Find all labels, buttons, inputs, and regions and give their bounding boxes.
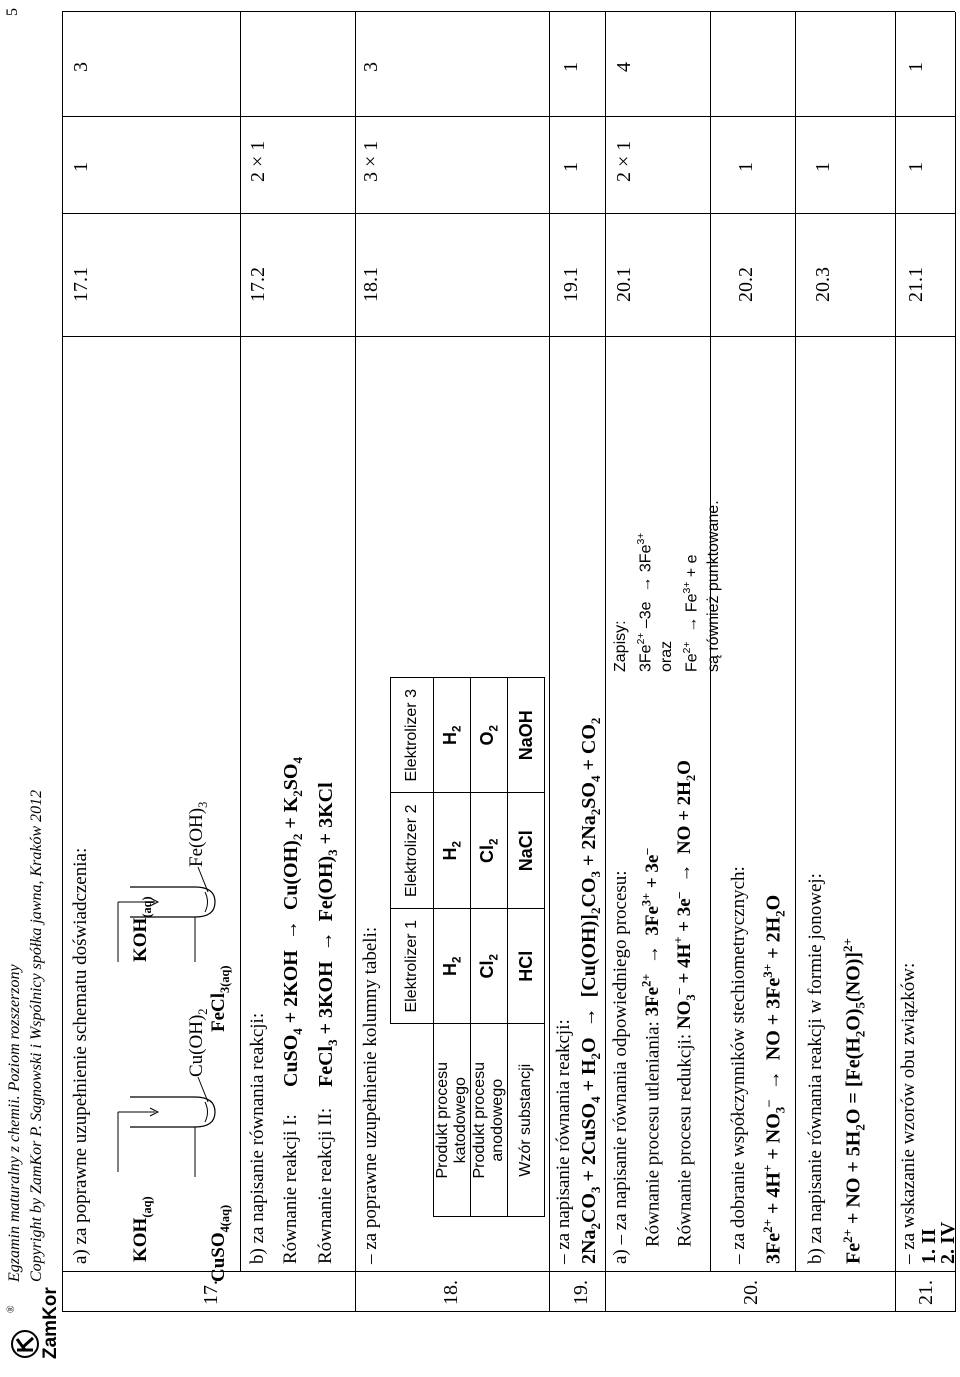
row-label-cathode: Produkt procesu katodowego	[434, 1024, 471, 1217]
row-sep-20stoich-20b	[795, 12, 796, 1272]
header-copyright: Copyright by ZamKor P. Sagnowski i Wspólnicy spółka jawna, Kraków 2012	[28, 789, 45, 1282]
task-20-stoich-equation: $3Fe^{2+} + 4H^+ + NO_3^-$ → NO + $3Fe^{3+} + 2H_2O$	[760, 894, 788, 1264]
task-19-ref: 19.1	[560, 267, 582, 302]
table-right-border	[62, 11, 955, 12]
oxidation-label: Równanie procesu utleniania:	[642, 1021, 664, 1247]
row-sep-18-19	[549, 12, 550, 1312]
cell-substance-2: NaCl	[508, 793, 545, 909]
header-electrolizer-1: Elektrolizer 1	[391, 909, 434, 1025]
eq1-equation: CuSO$_4$ + $2KOH \to Cu(OH)_2 + K_2SO_4$	[280, 757, 305, 1087]
cell-cathode-2: $H_2$	[434, 793, 471, 909]
cell-anode-3: $O_2$	[471, 678, 508, 794]
task-17-total: 3	[70, 62, 92, 72]
row-sep-20-21	[895, 12, 896, 1312]
row-label-substance: Wzór substancji	[508, 1024, 545, 1217]
task-17b-label: b) za napisanie równania reakcji:	[247, 1012, 268, 1264]
task-21-number: 21.	[915, 1280, 937, 1305]
eq1-label: Równanie reakcji I:	[280, 1114, 301, 1264]
task-20a-ref: 20.1	[613, 267, 635, 302]
task-17b-ref: 17.2	[247, 267, 269, 302]
table-left-border	[62, 1311, 955, 1312]
electrolysis-table-body	[390, 677, 540, 1217]
alt-note-2: $Fe^{2+} \to Fe^{3+} + e$	[682, 554, 701, 672]
alt-notes	[610, 500, 724, 672]
header-title: Egzamin maturalny z chemii. Poziom rozszerzony	[6, 964, 23, 1282]
task-20b-points: 1	[812, 162, 834, 172]
col-sep-points	[62, 213, 955, 214]
task-18-ref: 18.1	[360, 267, 382, 302]
task-18-total: 3	[360, 62, 382, 72]
task-18-label: – za poprawne uzupełnienie kolumny tabeli:	[360, 926, 381, 1264]
cell-anode-1: $Cl_2$	[471, 909, 508, 1025]
cell-substance-3: NaOH	[508, 678, 545, 794]
task-19-total: 1	[560, 62, 582, 72]
task-21-points: 1	[905, 162, 927, 172]
registered-icon: ®	[6, 1305, 17, 1313]
oxidation-row: Równanie procesu utleniania: $3Fe^{2+} \to 3Fe^{3+} + 3e^-$	[640, 848, 664, 1247]
reduction-label: Równanie procesu redukcji:	[674, 1033, 696, 1247]
row-label-anode: Produkt procesu anodowego	[471, 1024, 508, 1217]
eq2-equation: FeCl$_3$ + $3KOH \to Fe(OH)_3 + 3KCl$	[315, 782, 340, 1087]
precipitate-right-label: $Fe(OH)_3$	[186, 801, 210, 867]
row-sep-17-18	[355, 12, 356, 1312]
task-21-answer-2: 2. IV	[937, 1221, 959, 1264]
task-20-number: 20.	[740, 1280, 762, 1305]
task-20-stoich-ref: 20.2	[735, 267, 757, 302]
task-21-ref: 21.1	[905, 267, 927, 302]
cell-anode-2: $Cl_2$	[471, 793, 508, 909]
task-20b-equation: $Fe^{2+}$ + NO + $5H_2O = [Fe(H_2O)_5(NO)]^{2+}$	[840, 938, 868, 1264]
task-20b-ref: 20.3	[812, 267, 834, 302]
task-20a-label: a) – za napisanie równania odpowiedniego procesu:	[610, 870, 631, 1264]
page-number: 5	[4, 8, 21, 16]
header-electrolizer-3: Elektrolizer 3	[391, 678, 434, 794]
solution-left-label: CuSO$_{4(aq)}$	[208, 1204, 232, 1282]
zamkor-logo	[8, 1307, 42, 1367]
alt-notes-also: są również punktowane.	[704, 500, 722, 672]
cell-cathode-3: $H_2$	[434, 678, 471, 794]
reduction-row: Równanie procesu redukcji: $NO_3^- + 4H^+ + 3e^-$ → NO + $2H_2O$	[672, 760, 699, 1247]
task-20a-points: 2 × 1	[613, 140, 635, 182]
reagent-right-label: $KOH_{(aq)}$	[130, 896, 154, 962]
eq2-label: Równanie reakcji II:	[315, 1107, 336, 1264]
reagent-left-label: $KOH_{(aq)}$	[130, 1196, 154, 1262]
task-21-answer-1: 1. II	[918, 1228, 940, 1264]
task-21-label: – za wskazanie wzorów obu związków:	[898, 962, 919, 1264]
alt-note-1: $3Fe^{2+}$ $-3e \to 3Fe^{3+}$	[636, 532, 655, 672]
task-20-stoich-points: 1	[735, 162, 757, 172]
task-17a-points: 1	[70, 162, 92, 172]
task-20-stoich-label: – za dobranie współczynników stechiometrycznych:	[728, 866, 749, 1264]
task-20b-label: b) za napisanie równania reakcji w formie jonowej:	[805, 873, 826, 1264]
experiment-diagram	[110, 702, 245, 1282]
table-top-border	[62, 12, 63, 1312]
task-19-points: 1	[560, 162, 582, 172]
precipitate-left-label: $Cu(OH)_2$	[186, 1008, 210, 1077]
alt-notes-title: Zapisy:	[612, 620, 629, 672]
logo-text: ZamKor	[40, 1287, 61, 1359]
task-17a-label: a) za poprawne uzupełnienie schematu doświadczenia:	[70, 847, 91, 1264]
task-18-number: 18.	[440, 1280, 462, 1305]
task-19-equation: $2Na_2CO_3$ + 2CuSO$_4$ + $H_2O \to [Cu(OH)]_2CO_3 + 2Na_2SO_4 + CO_2$	[578, 717, 603, 1264]
task-19-label: – za napisanie równania reakcji:	[553, 1019, 574, 1264]
task-20-total: 4	[613, 62, 635, 72]
cell-substance-1: HCl	[508, 909, 545, 1025]
task-18-points: 3 × 1	[360, 140, 382, 182]
task-17a-ref: 17.1	[70, 267, 92, 302]
task-17-number: 17.	[200, 1280, 222, 1305]
task-21-total: 1	[905, 62, 927, 72]
col-sep-total	[62, 116, 955, 117]
col-sep-ref	[62, 336, 955, 337]
solution-right-label: FeCl$_{3(aq)}$	[208, 965, 232, 1032]
table-bottom-border	[955, 12, 956, 1312]
alt-notes-oraz: oraz	[658, 640, 676, 672]
header-electrolizer-2: Elektrolizer 2	[391, 793, 434, 909]
task-19-number: 19.	[570, 1280, 592, 1305]
cell-cathode-1: $H_2$	[434, 909, 471, 1025]
task-17b-points: 2 × 1	[247, 140, 269, 182]
row-sep-19-20	[605, 12, 606, 1312]
col-sep-number	[62, 1271, 955, 1272]
